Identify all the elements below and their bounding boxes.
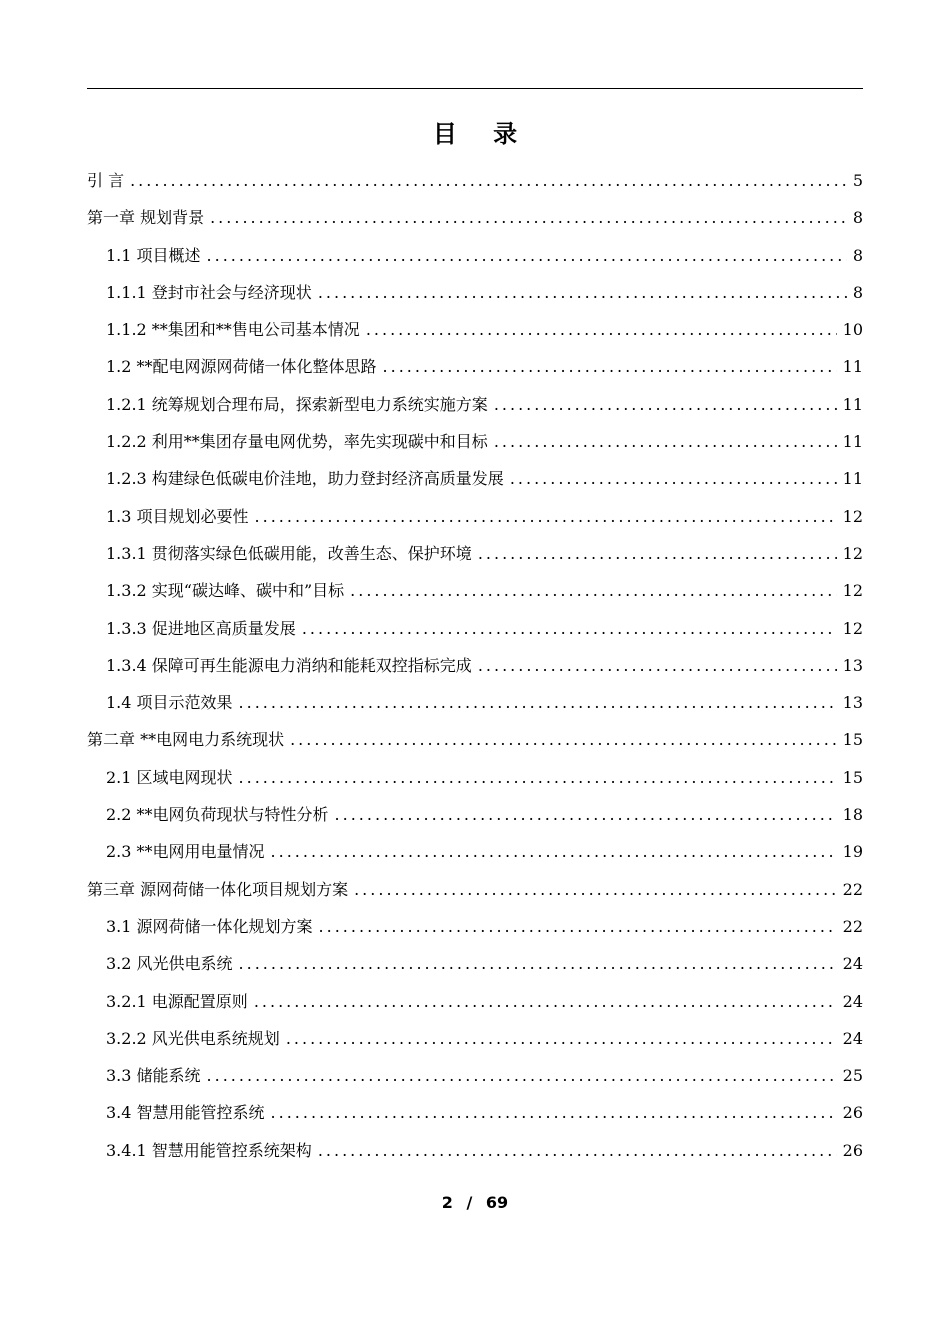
toc-entry[interactable] bbox=[87, 535, 863, 572]
toc-dot-leader bbox=[494, 386, 837, 423]
toc-dot-leader bbox=[239, 684, 837, 721]
toc-dot-leader bbox=[354, 871, 837, 908]
toc-dot-leader bbox=[271, 833, 837, 870]
toc-entry[interactable] bbox=[87, 162, 863, 199]
table-of-contents bbox=[87, 162, 863, 1169]
toc-entry-label: 1.2 **配电网源网荷储一体化整体思路 bbox=[106, 357, 377, 377]
toc-entry-page: 15 bbox=[842, 767, 863, 787]
toc-entry[interactable] bbox=[87, 348, 863, 385]
toc-entry[interactable] bbox=[87, 833, 863, 870]
toc-entry[interactable] bbox=[87, 871, 863, 908]
toc-entry[interactable] bbox=[87, 908, 863, 945]
toc-entry-page: 12 bbox=[842, 543, 863, 563]
toc-dot-leader bbox=[239, 945, 837, 982]
toc-entry-page: 13 bbox=[842, 655, 863, 675]
toc-entry-page: 22 bbox=[842, 879, 863, 899]
toc-entry[interactable] bbox=[87, 721, 863, 758]
toc-entry-label: 3.4.1 智慧用能管控系统架构 bbox=[106, 1140, 312, 1160]
toc-entry[interactable] bbox=[87, 386, 863, 423]
toc-entry-page: 12 bbox=[842, 506, 863, 526]
toc-entry-page: 5 bbox=[852, 171, 863, 190]
toc-entry[interactable] bbox=[87, 983, 863, 1020]
toc-title: 目 录 bbox=[432, 119, 532, 148]
toc-entry[interactable] bbox=[87, 199, 863, 236]
toc-entry[interactable] bbox=[87, 684, 863, 721]
toc-entry[interactable] bbox=[87, 759, 863, 796]
toc-entry-label: 2.3 **电网用电量情况 bbox=[106, 842, 265, 862]
toc-dot-leader bbox=[210, 199, 847, 236]
toc-entry-label: 1.3.1 贯彻落实绿色低碳用能，改善生态、保护环境 bbox=[106, 543, 472, 563]
toc-entry[interactable] bbox=[87, 1094, 863, 1131]
toc-entry[interactable] bbox=[87, 572, 863, 609]
toc-entry[interactable] bbox=[87, 274, 863, 311]
toc-dot-leader bbox=[335, 796, 837, 833]
toc-entry[interactable] bbox=[87, 423, 863, 460]
toc-entry-label: 2.1 区域电网现状 bbox=[106, 767, 233, 787]
toc-dot-leader bbox=[319, 908, 837, 945]
toc-entry-label: 1.2.3 构建绿色低碳电价洼地，助力登封经济高质量发展 bbox=[106, 469, 504, 489]
toc-entry-page: 11 bbox=[842, 394, 863, 414]
toc-dot-leader bbox=[286, 1020, 837, 1057]
page-indicator: 2 / 69 bbox=[441, 1193, 509, 1212]
toc-entry[interactable] bbox=[87, 237, 863, 274]
toc-dot-leader bbox=[510, 460, 837, 497]
toc-dot-leader bbox=[207, 1057, 837, 1094]
toc-dot-leader bbox=[383, 348, 837, 385]
toc-entry[interactable] bbox=[87, 498, 863, 535]
toc-dot-leader bbox=[478, 535, 837, 572]
toc-dot-leader bbox=[290, 721, 837, 758]
toc-entry-page: 19 bbox=[842, 842, 863, 862]
toc-entry-page: 22 bbox=[842, 916, 863, 936]
toc-entry-page: 25 bbox=[842, 1066, 863, 1086]
toc-entry-page: 11 bbox=[842, 432, 863, 452]
toc-entry-page: 24 bbox=[842, 954, 863, 974]
toc-entry-label: 2.2 **电网负荷现状与特性分析 bbox=[106, 805, 329, 825]
toc-entry-page: 24 bbox=[842, 991, 863, 1011]
toc-entry-label: 1.3.2 实现“碳达峰、碳中和”目标 bbox=[106, 581, 345, 601]
toc-dot-leader bbox=[239, 759, 837, 796]
toc-entry-label: 1.3.4 保障可再生能源电力消纳和能耗双控指标完成 bbox=[106, 655, 472, 675]
toc-entry-label: 3.2.1 电源配置原则 bbox=[106, 991, 248, 1011]
toc-entry-label: 3.2.2 风光供电系统规划 bbox=[106, 1028, 280, 1048]
toc-entry-page: 8 bbox=[852, 208, 863, 228]
toc-dot-leader bbox=[318, 1132, 837, 1169]
toc-entry-page: 26 bbox=[842, 1140, 863, 1160]
toc-entry-label: 1.1.1 登封市社会与经济现状 bbox=[106, 282, 312, 302]
toc-entry-label: 1.4 项目示范效果 bbox=[106, 693, 233, 713]
toc-entry-page: 26 bbox=[842, 1103, 863, 1123]
toc-entry-page: 15 bbox=[842, 730, 863, 750]
toc-dot-leader bbox=[350, 572, 836, 609]
toc-entry-label: 3.3 储能系统 bbox=[106, 1066, 201, 1086]
toc-entry[interactable] bbox=[87, 311, 863, 348]
toc-entry-page: 12 bbox=[842, 618, 863, 638]
toc-entry-label: 引 言 bbox=[87, 171, 125, 190]
toc-entry[interactable] bbox=[87, 945, 863, 982]
toc-entry[interactable] bbox=[87, 647, 863, 684]
toc-entry-label: 1.3.3 促进地区高质量发展 bbox=[106, 618, 296, 638]
toc-entry-page: 11 bbox=[842, 469, 863, 489]
toc-dot-leader bbox=[130, 162, 847, 199]
toc-entry-label: 1.1.2 **集团和**售电公司基本情况 bbox=[106, 320, 360, 340]
toc-entry-page: 13 bbox=[842, 693, 863, 713]
toc-entry[interactable] bbox=[87, 796, 863, 833]
toc-dot-leader bbox=[255, 498, 837, 535]
toc-entry[interactable] bbox=[87, 460, 863, 497]
toc-dot-leader bbox=[318, 274, 847, 311]
toc-dot-leader bbox=[207, 237, 847, 274]
toc-entry[interactable] bbox=[87, 1020, 863, 1057]
toc-entry[interactable] bbox=[87, 610, 863, 647]
toc-entry-page: 10 bbox=[842, 320, 863, 340]
toc-entry-label: 1.1 项目概述 bbox=[106, 245, 201, 265]
toc-dot-leader bbox=[494, 423, 837, 460]
header-rule bbox=[87, 88, 863, 89]
toc-entry-label: 3.2 风光供电系统 bbox=[106, 954, 233, 974]
toc-entry-label: 3.1 源网荷储一体化规划方案 bbox=[106, 916, 313, 936]
toc-entry-page: 24 bbox=[842, 1028, 863, 1048]
toc-entry-label: 第三章 源网荷储一体化项目规划方案 bbox=[87, 879, 349, 899]
toc-entry-label: 第一章 规划背景 bbox=[87, 208, 205, 228]
toc-dot-leader bbox=[478, 647, 837, 684]
toc-entry-page: 8 bbox=[852, 282, 863, 302]
toc-entry-label: 第二章 **电网电力系统现状 bbox=[87, 730, 285, 750]
toc-entry[interactable] bbox=[87, 1132, 863, 1169]
toc-entry-label: 1.2.2 利用**集团存量电网优势，率先实现碳中和目标 bbox=[106, 432, 488, 452]
toc-entry-label: 1.3 项目规划必要性 bbox=[106, 506, 249, 526]
toc-entry-page: 8 bbox=[852, 245, 863, 265]
toc-entry-page: 11 bbox=[842, 357, 863, 377]
toc-entry-page: 12 bbox=[842, 581, 863, 601]
toc-dot-leader bbox=[254, 983, 837, 1020]
toc-dot-leader bbox=[271, 1094, 837, 1131]
toc-entry-label: 1.2.1 统筹规划合理布局，探索新型电力系统实施方案 bbox=[106, 394, 488, 414]
toc-dot-leader bbox=[366, 311, 837, 348]
toc-entry[interactable] bbox=[87, 1057, 863, 1094]
toc-entry-label: 3.4 智慧用能管控系统 bbox=[106, 1103, 265, 1123]
toc-dot-leader bbox=[302, 610, 837, 647]
toc-entry-page: 18 bbox=[842, 805, 863, 825]
